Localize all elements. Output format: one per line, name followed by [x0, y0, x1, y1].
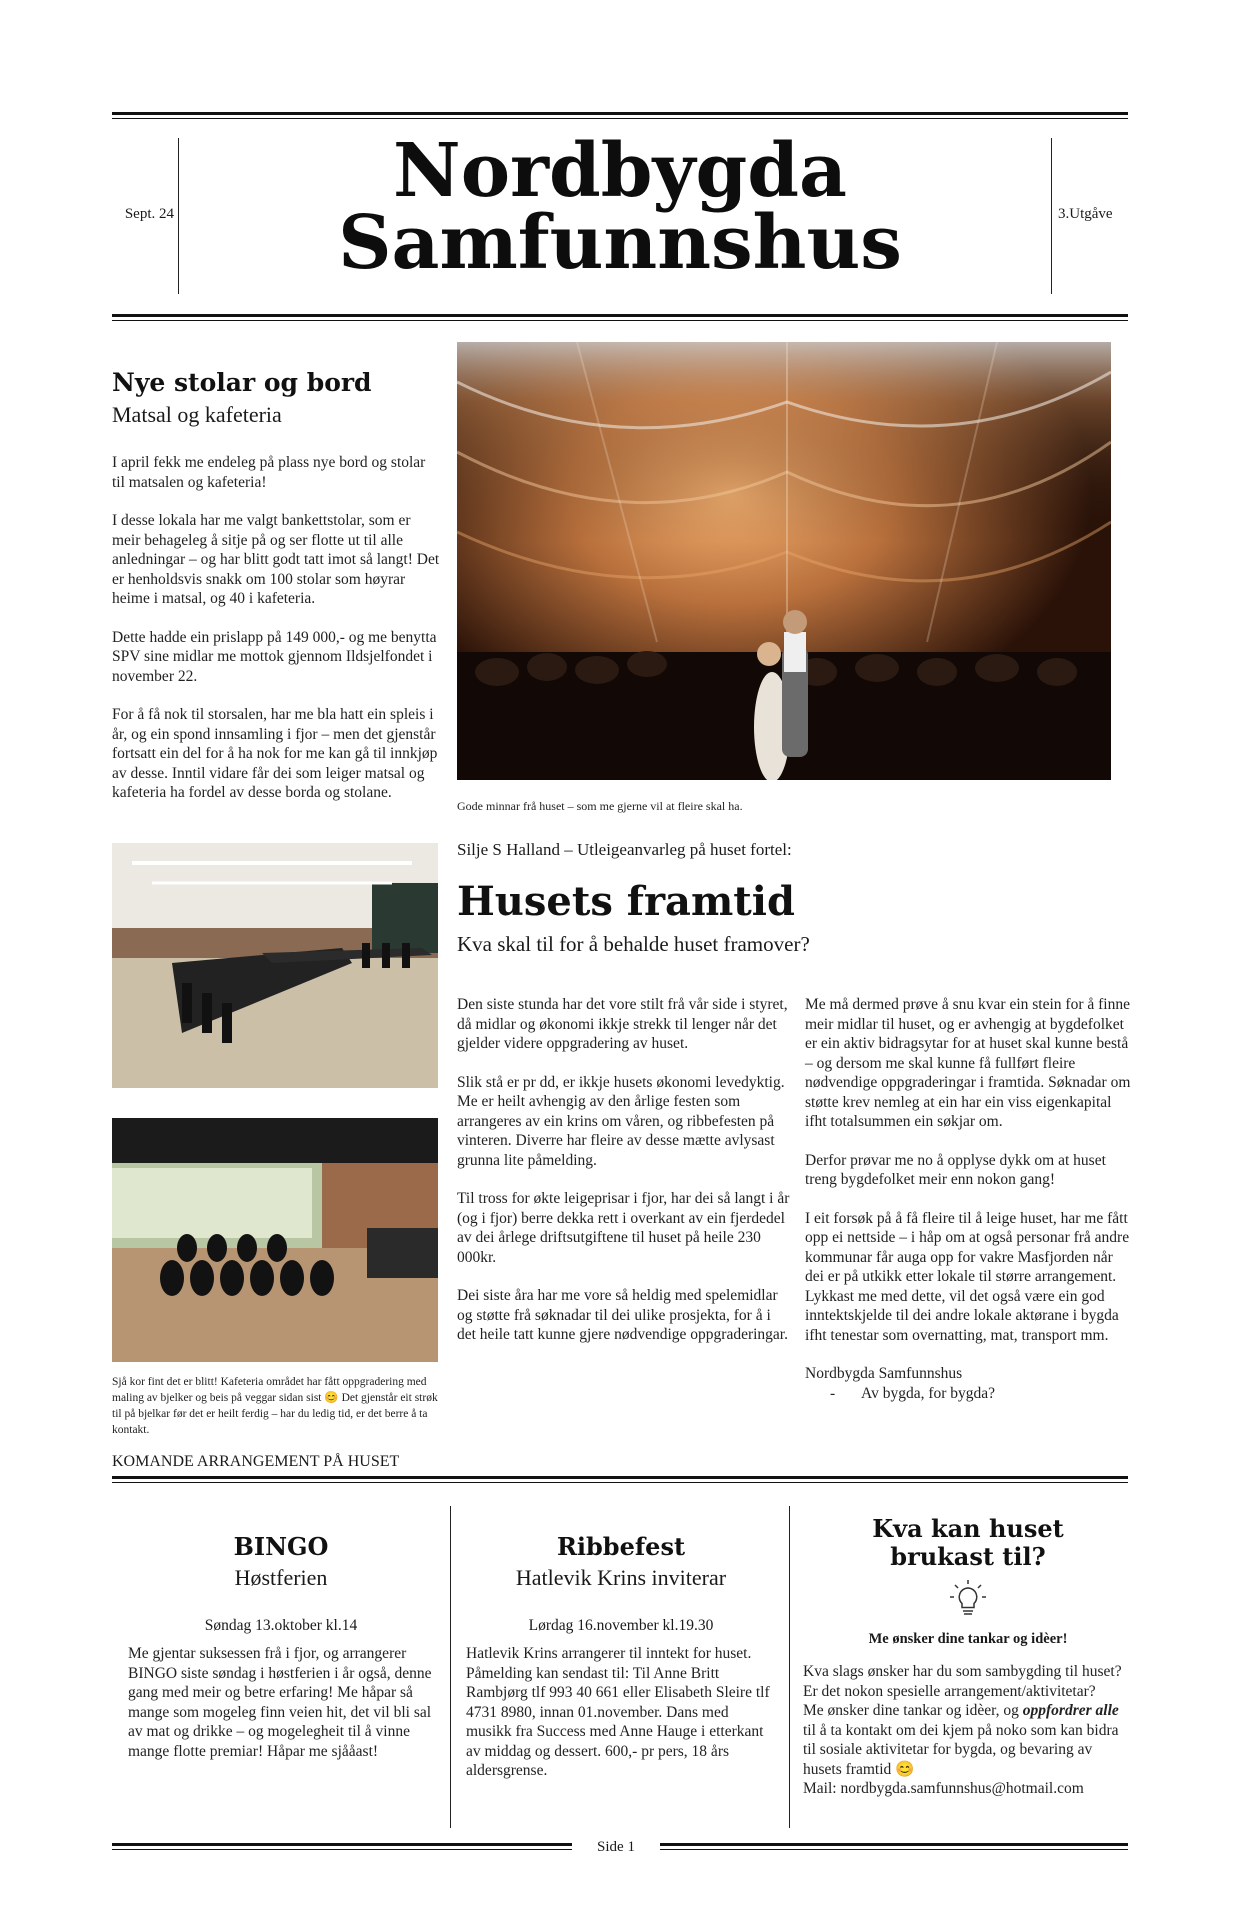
chairs-article-body [112, 453, 442, 822]
chairs-paragraph: I desse lokala har me valgt bankettstolar, som er meir behageleg å sitje på og ser flotte ut til alle anledningar – og har blitt godt tatt imot så langt! Det er henholdsvis snakk om 100 stolar som høyrar heime i matsal, og 40 i kafeteria. [112, 512, 440, 607]
chairs-paragraph: Dette hadde ein prislapp på 149 000,- og me benytta SPV sine midlar me mottok gjennom Ildsjelfondet i november 22. [112, 628, 437, 685]
masthead-divider-right [1051, 138, 1052, 294]
photo-dining-hall [112, 843, 438, 1088]
ideas-title: Kva kan huset brukast til? [872, 1514, 1064, 1571]
lightbulb-icon [803, 1579, 1133, 1619]
future-article-title: Husets framtid [457, 878, 795, 925]
future-paragraph: Slik stå er pr dd, er ikkje husets økonomi levedyktig. Me er heilt avhengig av den årlige festen som arrangeres av ein krins om våren, og ribbefesten på vinteren. Diverre har fleire av desse mætte avlysast grunna lite påmelding. [457, 1073, 785, 1169]
bingo-subtitle: Høstferien [234, 1565, 328, 1590]
tent-ceiling-illustration [457, 342, 1111, 780]
future-article-col2 [805, 995, 1135, 1403]
future-article-kicker: Silje S Halland – Utleigeanvarleg på huset fortel: [457, 840, 792, 859]
event-ribbefest [466, 1532, 776, 1781]
ideas-bold-line: Me ønsker dine tankar og idèer! [868, 1631, 1068, 1647]
masthead-title-line2: Samfunnshus [338, 200, 902, 286]
cafeteria-illustration [112, 1118, 438, 1362]
future-paragraph: Til tross for økte leigeprisar i fjor, har dei så langt i år (og i fjor) berre dekka rett i overkant av ein fjerdedel av dei årlege driftsutgiftene til huset på heile 230 000kr. [457, 1190, 790, 1266]
main-photo-wedding-dance [457, 342, 1111, 780]
event-bingo [128, 1532, 434, 1761]
chairs-article-subtitle: Matsal og kafeteria [112, 402, 282, 427]
ideas-mail: Mail: nordbygda.samfunnshus@hotmail.com [803, 1780, 1084, 1797]
future-paragraph: Dei siste åra har me vore så heldig med spelemidlar og støtte frå søknadar til dei ulike prosjekta, for å i det heile tatt kunne gjere nødvendige oppgraderingar. [457, 1287, 788, 1343]
events-divider-1 [450, 1506, 451, 1828]
footer-rule-right [660, 1843, 1128, 1850]
masthead-title-line1: Nordbygda [393, 128, 847, 214]
issue-date: Sept. 24 [124, 206, 174, 222]
ideas-text-1: Kva slags ønsker har du som sambygding til huset? Er det nokon spesielle arrangement/aktivitetar? [803, 1663, 1122, 1700]
signature-slogan: Av bygda, for bygda? [861, 1384, 996, 1402]
page-number: Side 1 [597, 1839, 635, 1855]
chairs-paragraph: I april fekk me endeleg på plass nye bord og stolar til matsalen og kafeteria! [112, 454, 426, 491]
issue-number: 3.Utgåve [1058, 206, 1113, 222]
photo-cafeteria [112, 1118, 438, 1362]
events-top-rule [112, 1476, 1128, 1483]
footer-rule-left [112, 1843, 572, 1850]
future-article-subtitle: Kva skal til for å behalde huset framover? [457, 932, 810, 956]
future-paragraph: Me må dermed prøve å snu kvar ein stein for å finne meir midlar til huset, og er avhengig at bygdefolket er ein aktiv bidragsytar for at huset skal kunne bestå – og dersom me skal kunne få fullført fleire nødvendige oppgraderingar i framtida. Søknadar om støtte krev nemleg at ein har ein viss eigenkapital ifht totalsummen ein søkjar om. [805, 996, 1131, 1130]
signature-slogan-line [805, 1384, 1135, 1404]
chairs-article-title: Nye stolar og bord [112, 368, 372, 397]
future-paragraph: Den siste stunda har det vore stilt frå vår side i styret, då midlar og økonomi ikkje strekk til lenger når det gjelder videre oppgradering av huset. [457, 996, 788, 1052]
chairs-paragraph: For å få nok til storsalen, har me bla hatt ein spleis i år, og ein spond innsamling i fjor – men det gjenstår fortsatt ein del for å ha nok for me kan gå til innkjøp av desse. Inntil vidare får dei som leiger matsal og kafeteria ha fordel av desse borda og stolane. [112, 706, 438, 801]
ideas-text-2 [803, 1701, 1133, 1779]
future-paragraph: Derfor prøvar me no å opplyse dykk om at huset treng bygdefolket meir enn nokon gang! [805, 1151, 1106, 1188]
ribbefest-title: Ribbefest [556, 1532, 686, 1561]
masthead-bottom-rule [112, 314, 1128, 321]
lightbulb-icon-graphic [946, 1579, 990, 1619]
bingo-date: Søndag 13.oktober kl.14 [204, 1617, 358, 1634]
future-article-col1 [457, 995, 792, 1364]
masthead-top-rule [112, 112, 1128, 119]
signature-org: Nordbygda Samfunnshus [805, 1365, 963, 1382]
events-section-header: KOMANDE ARRANGEMENT PÅ HUSET [112, 1453, 400, 1470]
ribbefest-text: Hatlevik Krins arrangerer til inntekt for huset. Påmelding kan sendast til: Til Anne Britt Rambjørg tlf 993 40 661 eller Elisabeth Sleire tlf 4731 8980, innan 01.november. Dans med musikk fra Success med Anne Hauge i etterkant av middag og dessert. 600,- pr pers, 18 års aldersgrense. [466, 1645, 770, 1779]
ideas-text-2b: til å ta kontakt om dei kjem på noko som kan bidra til sosiale aktivitetar for bygda, og bevaring av husets framtid 😊 [803, 1721, 1119, 1778]
bingo-text: Me gjentar suksessen frå i fjor, og arrangerer BINGO siste søndag i høstferien i år også, denne gang med meir og betre erfaring! Me håpar så mange som mogeleg finn veien hit, det vil bli sal av mat og drikke – og mogelegheit til å vinne mange flotte premiar! Håpar me sjååast! [128, 1645, 432, 1760]
future-paragraph: I eit forsøk på å få fleire til å leige huset, har me fått opp ei nettside – i håp om at også personar frå andre kommunar får auga opp for vakre Masfjorden når dei er på utkikk etter lokale til større arrangement. Lykkast me med dette, vil det også være ein god inntektskjelde til dei andre lokale aktørane i bygda ifht tenestar som overnatting, mat, transport mm. [805, 1209, 1130, 1344]
ideas-text-2a: Me ønsker dine tankar og idèer, og [803, 1702, 1023, 1719]
event-ideas [803, 1515, 1133, 1799]
ideas-text-2-emphasis: oppfordrer alle [1022, 1702, 1119, 1719]
ribbefest-date: Lørdag 16.november kl.19.30 [528, 1617, 714, 1634]
bingo-title: BINGO [233, 1532, 329, 1561]
signature-dash: - [830, 1384, 836, 1402]
main-photo-caption: Gode minnar frå huset – som me gjerne vil at fleire skal ha. [457, 799, 743, 813]
dining-hall-illustration [112, 843, 438, 1088]
ribbefest-subtitle: Hatlevik Krins inviterar [515, 1565, 727, 1590]
masthead-title [200, 128, 1040, 286]
events-divider-2 [789, 1506, 790, 1828]
masthead-divider-left [178, 138, 179, 294]
side-photos-caption: Sjå kor fint det er blitt! Kafeteria området har fått oppgradering med maling av bjelker og beis på veggar sidan sist 😊 Det gjenstår eit strøk til på bjelkar før det er heilt ferdig – har du ledig tid, er det berre å ta kontakt. [112, 1376, 438, 1436]
